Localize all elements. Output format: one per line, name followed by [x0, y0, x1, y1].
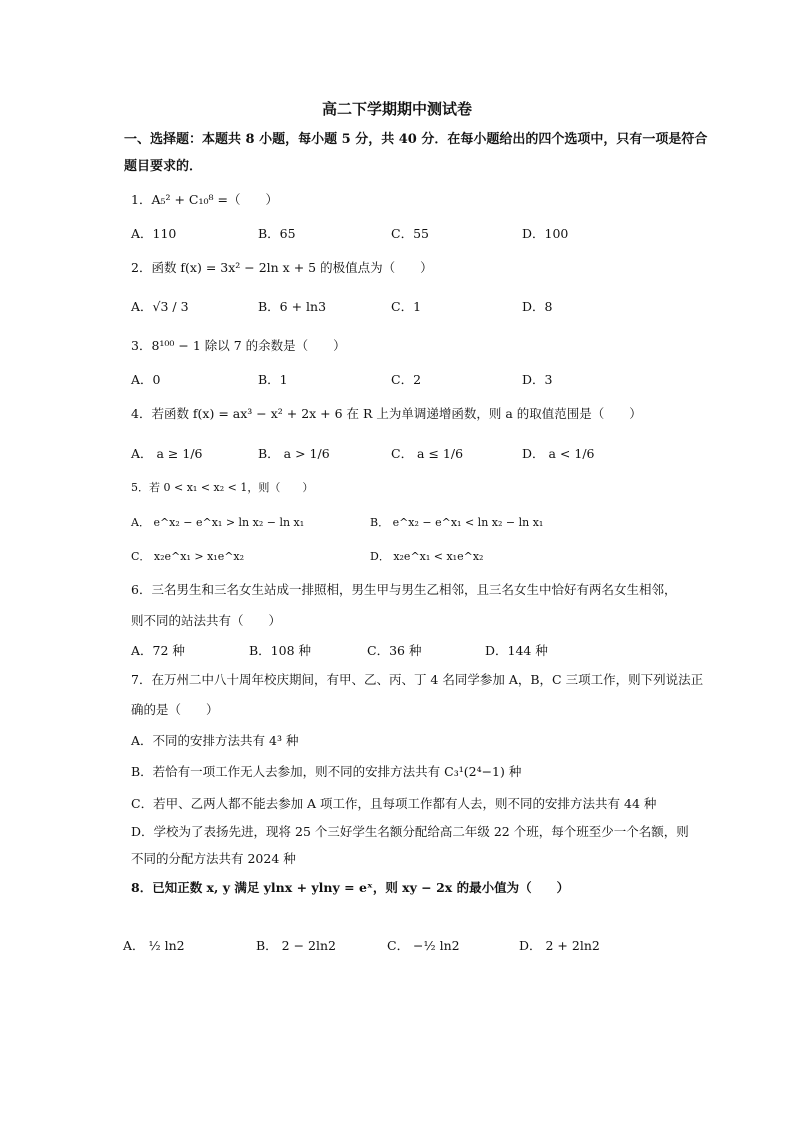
q3-option-d: D．3	[522, 372, 553, 387]
page-title: 高二下学期期中测试卷	[321, 100, 472, 118]
question-3: 3．8¹⁰⁰ − 1 除以 7 的余数是（ ）	[131, 338, 346, 353]
question-1: 1．A₅² + C₁₀⁸ =（ ）	[131, 192, 278, 207]
q6-option-d: D．144 种	[485, 643, 548, 658]
q8-option-a: A． ½ ln2	[123, 938, 185, 953]
q5-option-b: B． e^x₂ − e^x₁ < ln x₂ − ln x₁	[370, 516, 544, 529]
q8-option-c: C． −½ ln2	[387, 938, 460, 953]
q7-option-b: B．若恰有一项工作无人去参加，则不同的安排方法共有 C₃¹(2⁴−1) 种	[131, 764, 522, 779]
q7-option-c: C．若甲、乙两人都不能去参加 A 项工作，且每项工作都有人去，则不同的安排方法共有 44 种	[131, 796, 657, 811]
q4-option-a: A． a ≥ 1/6	[131, 446, 203, 461]
q1-option-c: C．55	[391, 226, 429, 241]
q6-option-b: B．108 种	[249, 643, 312, 658]
q7-option-d-line2: 不同的分配方法共有 2024 种	[131, 851, 296, 866]
q8-option-d: D． 2 + 2ln2	[519, 938, 600, 953]
section-heading-line2: 题目要求的．	[124, 159, 203, 174]
section-heading-line1: 一、选择题：本题共 8 小题，每小题 5 分，共 40 分．在每小题给出的四个选项中，只有一项是符合	[124, 132, 708, 147]
q1-option-d: D．100	[522, 226, 569, 241]
q6-option-a: A．72 种	[131, 643, 185, 658]
q2-option-b: B．6 + ln3	[258, 299, 327, 314]
q4-option-c: C． a ≤ 1/6	[391, 446, 464, 461]
q2-option-d: D．8	[522, 299, 553, 314]
q5-option-d: D． x₂e^x₁ < x₁e^x₂	[370, 550, 484, 563]
q1-option-b: B．65	[258, 226, 296, 241]
q2-option-a: A．√3 / 3	[131, 299, 189, 314]
q3-option-a: A．0	[131, 372, 161, 387]
question-4: 4．若函数 f(x) = ax³ − x² + 2x + 6 在 R 上为单调递增函数，则 a 的取值范围是（ ）	[131, 406, 642, 421]
q7-option-d-line1: D．学校为了表扬先进，现将 25 个三好学生名额分配给高二年级 22 个班，每个班至少一个名额，则	[131, 824, 689, 839]
q7-option-a: A．不同的安排方法共有 4³ 种	[131, 733, 299, 748]
question-8: 8．已知正数 x, y 满足 ylnx + ylny = eˣ，则 xy − 2x 的最小值为（ ）	[131, 880, 570, 895]
question-6-line1: 6．三名男生和三名女生站成一排照相，男生甲与男生乙相邻，且三名女生中恰好有两名女生相邻，	[131, 582, 677, 597]
q5-option-a: A． e^x₂ − e^x₁ > ln x₂ − ln x₁	[131, 516, 305, 529]
question-2: 2．函数 f(x) = 3x² − 2ln x + 5 的极值点为（ ）	[131, 260, 433, 275]
q8-option-b: B． 2 − 2ln2	[256, 938, 336, 953]
q3-option-c: C．2	[391, 372, 422, 387]
q3-option-b: B．1	[258, 372, 288, 387]
q4-option-d: D． a < 1/6	[522, 446, 595, 461]
question-5: 5．若 0 < x₁ < x₂ < 1，则（ ）	[131, 481, 314, 494]
q6-option-c: C．36 种	[367, 643, 422, 658]
question-7-line2: 确的是（ ）	[131, 702, 219, 717]
question-6-line2: 则不同的站法共有（ ）	[131, 613, 282, 628]
q5-option-c: C． x₂e^x₁ > x₁e^x₂	[131, 550, 245, 563]
q1-option-a: A．110	[131, 226, 177, 241]
question-7-line1: 7．在万州二中八十周年校庆期间，有甲、乙、丙、丁 4 名同学参加 A，B，C 三项工作，则下列说法正	[131, 672, 704, 687]
q2-option-c: C．1	[391, 299, 422, 314]
q4-option-b: B． a > 1/6	[258, 446, 330, 461]
